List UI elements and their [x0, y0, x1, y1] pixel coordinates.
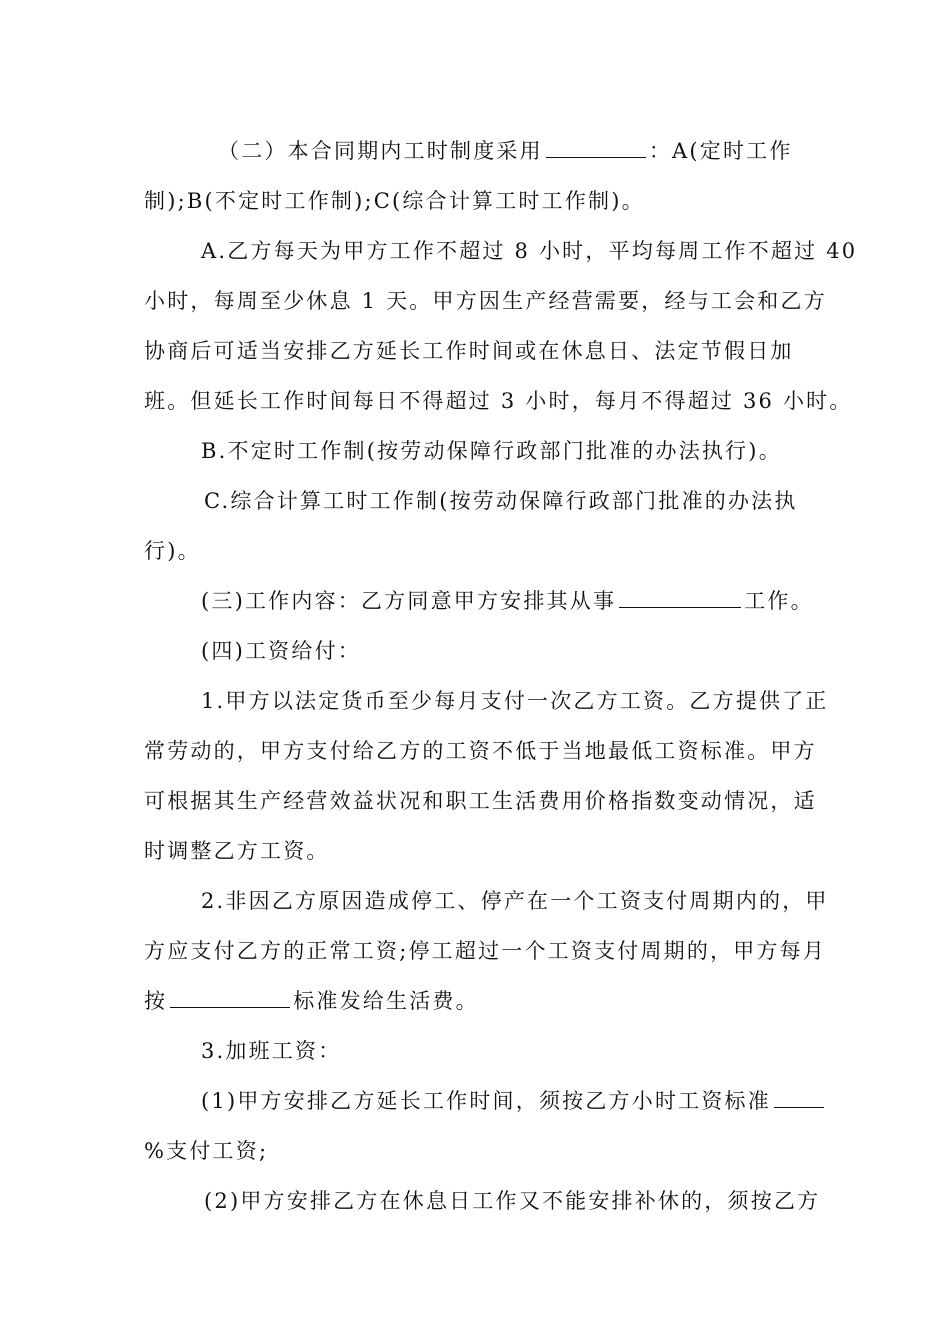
text-line	[144, 836, 330, 866]
text-line	[144, 986, 479, 1016]
text-segment: 按	[144, 989, 168, 1013]
text-segment: (四)工资给付：	[201, 639, 361, 663]
text-segment: 标准发给生活费。	[293, 989, 479, 1013]
text-segment: 协商后可适当安排乙方延长工作时间或在休息日、法定节假日加	[144, 339, 794, 363]
text-line	[201, 686, 829, 716]
text-segment: B.不定时工作制(按劳动保障行政部门批准的办法执行)。	[201, 439, 782, 463]
text-line	[201, 1086, 827, 1116]
text-segment: 时调整乙方工资。	[144, 839, 330, 863]
text-line	[144, 936, 826, 966]
text-segment: 行)。	[144, 539, 201, 563]
text-line	[144, 186, 645, 216]
text-line	[144, 1136, 268, 1166]
text-line	[144, 386, 853, 416]
fill-blank[interactable]	[619, 587, 741, 608]
text-line	[201, 236, 857, 266]
text-segment: ：A(定时工作	[648, 139, 793, 163]
text-line	[218, 136, 793, 166]
text-line	[204, 486, 798, 516]
text-line	[201, 586, 814, 616]
text-line	[144, 536, 201, 566]
text-segment: (2)甲方安排乙方在休息日工作又不能安排补休的，须按乙方	[204, 1189, 821, 1213]
fill-blank[interactable]	[546, 137, 646, 158]
text-segment: C.综合计算工时工作制(按劳动保障行政部门批准的办法执	[204, 489, 798, 513]
text-segment: 可根据其生产经营效益状况和职工生活费用价格指数变动情况，适	[144, 789, 817, 813]
text-line	[144, 286, 827, 316]
text-line	[144, 336, 794, 366]
text-segment: (三)工作内容：乙方同意甲方安排其从事	[201, 589, 617, 613]
text-line	[144, 736, 817, 766]
text-segment: 常劳动的，甲方支付给乙方的工资不低于当地最低工资标准。甲方	[144, 739, 817, 763]
text-segment: %支付工资;	[144, 1139, 269, 1163]
text-segment: 班。但延长工作时间每日不得超过 3 小时，每月不得超过 36 小时。	[144, 389, 853, 413]
text-segment: (1)甲方安排乙方延长工作时间，须按乙方小时工资标准	[201, 1089, 771, 1113]
text-line	[144, 786, 817, 816]
text-segment: 制);B(不定时工作制);C(综合计算工时工作制)。	[144, 189, 645, 213]
text-segment: 方应支付乙方的正常工资;停工超过一个工资支付周期的，甲方每月	[144, 939, 827, 963]
fill-blank[interactable]	[170, 987, 290, 1008]
text-segment: 1.甲方以法定货币至少每月支付一次乙方工资。乙方提供了正	[201, 689, 829, 713]
text-segment: 小时，每周至少休息 1 天。甲方因生产经营需要，经与工会和乙方	[144, 289, 827, 313]
text-segment: （二）本合同期内工时制度采用	[218, 139, 543, 163]
text-segment: 2.非因乙方原因造成停工、停产在一个工资支付周期内的，甲	[201, 889, 829, 913]
fill-blank[interactable]	[774, 1087, 824, 1108]
text-segment: A.乙方每天为甲方工作不超过 8 小时，平均每周工作不超过 40	[201, 239, 858, 263]
text-line	[201, 1036, 341, 1066]
text-segment: 工作。	[744, 589, 814, 613]
text-line	[201, 886, 829, 916]
text-line	[201, 436, 782, 466]
text-segment: 3.加班工资：	[201, 1039, 342, 1063]
text-line	[204, 1186, 820, 1216]
text-line	[201, 636, 361, 666]
